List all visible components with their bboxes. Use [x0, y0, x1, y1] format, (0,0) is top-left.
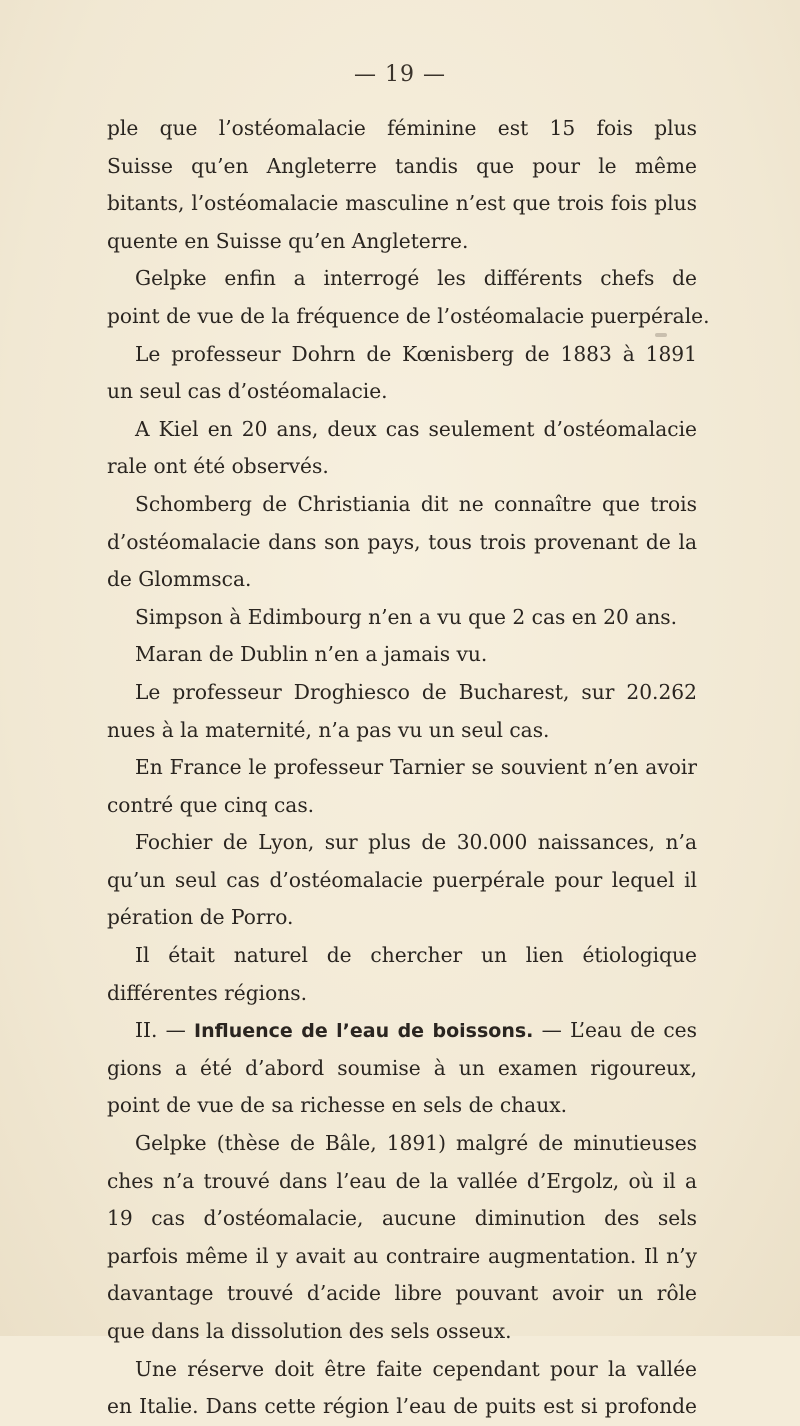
- text-line: Schomberg de Christiania dit ne connaître que trois: [135, 491, 697, 516]
- page-number: — 19 —: [354, 62, 446, 87]
- text-line: bitants, l’ostéomalacie masculine n’est que trois fois plus: [107, 191, 697, 216]
- section-heading-line: [107, 1012, 697, 1050]
- text-line: Simpson à Edimbourg n’en a vu que 2 cas en 20 ans.: [135, 604, 678, 629]
- text-line: 19 cas d’ostéomalacie, aucune diminution des sels: [107, 1206, 697, 1231]
- text-line: en Italie. Dans cette région l’eau de puits est si profonde: [107, 1394, 697, 1419]
- text-line: rale ont été observés.: [107, 454, 329, 479]
- text-line: point de vue de sa richesse en sels de chaux.: [107, 1093, 568, 1118]
- text-line: Le professeur Droghiesco de Bucharest, sur 20.262: [135, 679, 697, 704]
- text-line: Maran de Dublin n’en a jamais vu.: [135, 642, 488, 667]
- text-line: que dans la dissolution des sels osseux.: [107, 1319, 512, 1343]
- text-line: point de vue de la fréquence de l’ostéomalacie puerpérale.: [107, 303, 710, 328]
- body-text: [107, 110, 710, 1426]
- text-line: pération de Porro.: [107, 905, 294, 930]
- text-line: Une réserve doit être faite cependant pour la vallée: [135, 1356, 697, 1381]
- text-line: qu’un seul cas d’ostéomalacie puerpérale pour lequel il: [107, 867, 697, 892]
- text-line: Gelpke enfin a interrogé les différents chefs de: [135, 266, 697, 291]
- text-line: d’ostéomalacie dans son pays, tous trois provenant de la: [107, 529, 697, 554]
- text-line: un seul cas d’ostéomalacie.: [107, 379, 388, 404]
- text-line: En France le professeur Tarnier se souvient n’en avoir: [135, 755, 697, 780]
- text-line: de Glommsca.: [107, 567, 252, 592]
- text-line: nues à la maternité, n’a pas vu un seul cas.: [107, 717, 550, 742]
- text-line: ple que l’ostéomalacie féminine est 15 fois plus: [107, 116, 697, 140]
- text-line: A Kiel en 20 ans, deux cas seulement d’ostéomalacie: [135, 416, 697, 441]
- text-line: parfois même il y avait au contraire augmentation. Il n’y: [107, 1243, 697, 1268]
- text-line: davantage trouvé d’acide libre pouvant avoir un rôle: [107, 1281, 697, 1306]
- text-line: Gelpke (thèse de Bâle, 1891) malgré de minutieuses: [135, 1131, 697, 1156]
- section-number: II. —: [135, 1018, 186, 1043]
- text-line: Fochier de Lyon, sur plus de 30.000 naissances, n’a: [135, 830, 697, 855]
- text-line: Il était naturel de chercher un lien étiologique: [135, 943, 697, 968]
- text-line: quente en Suisse qu’en Angleterre.: [107, 228, 469, 253]
- text-line: Suisse qu’en Angleterre tandis que pour le même: [107, 153, 697, 178]
- text-line: contré que cinq cas.: [107, 792, 315, 817]
- text-line: ches n’a trouvé dans l’eau de la vallée d’Ergolz, où il a: [107, 1168, 697, 1193]
- text-line: Le professeur Dohrn de Kœnisberg de 1883 à 1891: [135, 341, 697, 366]
- text-line: gions a été d’abord soumise à un examen rigoureux,: [107, 1055, 697, 1080]
- section-heading-rest: — L’eau de ces: [541, 1018, 697, 1043]
- section-heading: Influence de l’eau de boissons.: [194, 1020, 534, 1043]
- text-line: différentes régions.: [107, 980, 308, 1005]
